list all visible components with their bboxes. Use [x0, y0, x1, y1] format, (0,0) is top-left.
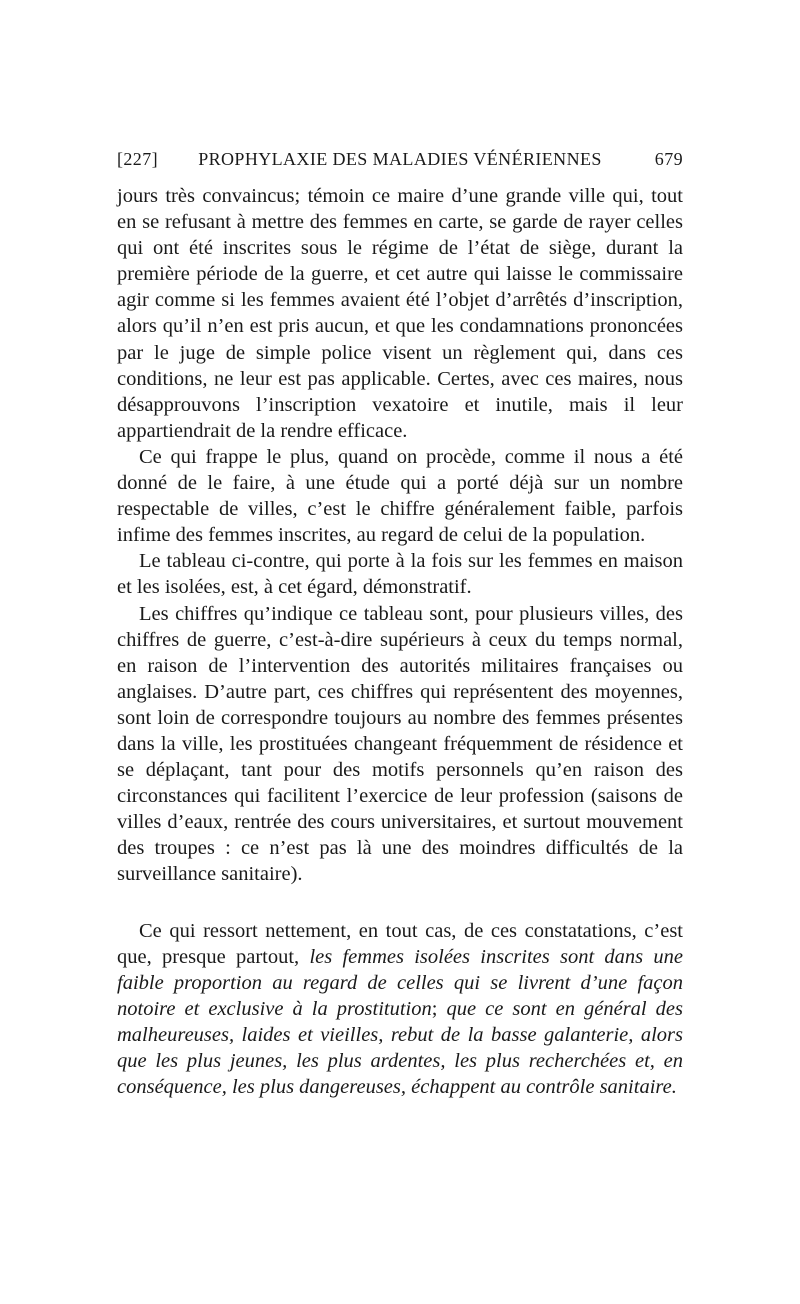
paragraph-1: jours très convaincus; témoin ce maire d’une grande ville qui, tout en se refusant à mettre des femmes en carte, se garde de rayer celles qui ont été inscrites sous le régime de l’état de siège, durant la première période de la guerre, et cet autre qui laisse le commissaire agir comme si les femmes avaient été l’objet d’arrêtés d’inscription, alors qu’il n’en est pris aucun, et que les condamnations prononcées par le juge de simple police visent un règlement qui, dans ces conditions, ne leur est pas applicable. Certes, avec ces maires, nous désapprouvons l’inscription vexatoire et inutile, mais il leur appartiendrait de la rendre efficace. — [117, 185, 683, 442]
paragraph-5 — [117, 918, 683, 1101]
page-number: 679 — [654, 149, 683, 169]
paragraph-5-mid: ; — [431, 997, 447, 1020]
paragraph-3: Le tableau ci-contre, qui porte à la fois sur les femmes en maison et les isolées, est, à cet égard, démonstratif. — [117, 550, 683, 599]
paragraph-2: Ce qui frappe le plus, quand on procède, comme il nous a été donné de le faire, à une étude qui a porté déjà sur un nombre respectable de villes, c’est le chiffre généralement faible, parfois infime des femmes inscrites, au regard de celui de la population. — [117, 445, 683, 547]
running-title: PROPHYLAXIE DES MALADIES VÉNÉRIENNES — [198, 149, 602, 169]
paragraph-5-italic-2: que ce sont en général des malheureuses, laides et vieilles, rebut de la basse galanterie, alors que les plus jeunes, les plus ardentes, les plus recherchées et, en conséquence, les plus dangereuses, échappent au contrôle sanitaire. — [117, 997, 683, 1099]
body-text — [117, 183, 683, 1100]
paragraph-5-lead: Ce qui ressort nettement, en tout cas, de ces constatations, c’est que, presque partout, — [117, 919, 683, 968]
paragraph-5-italic-1: les femmes isolées inscrites sont dans une faible proportion au regard de celles qui se livrent d’une façon notoire et exclusive à la prostitution — [117, 945, 684, 1020]
paragraph-4: Les chiffres qu’indique ce tableau sont, pour plusieurs villes, des chiffres de guerre, c’est-à-dire supérieurs à ceux du temps normal, en raison de l’intervention des autorités militaires françaises ou anglaises. D’autre part, ces chiffres qui représentent des moyennes, sont loin de correspondre toujours au nombre des femmes présentes dans la ville, les prostituées changeant fréquemment de résidence et se déplaçant, tant pour des motifs personnels qu’en raison des circonstances qui facilitent l’exercice de leur profession (saisons de villes d’eaux, rentrée des cours universitaires, et surtout mouvement des troupes : ce n’est pas là une des moindres difficultés de la surveillance sanitaire). — [117, 602, 683, 886]
bracket-reference: [227] — [117, 149, 158, 169]
